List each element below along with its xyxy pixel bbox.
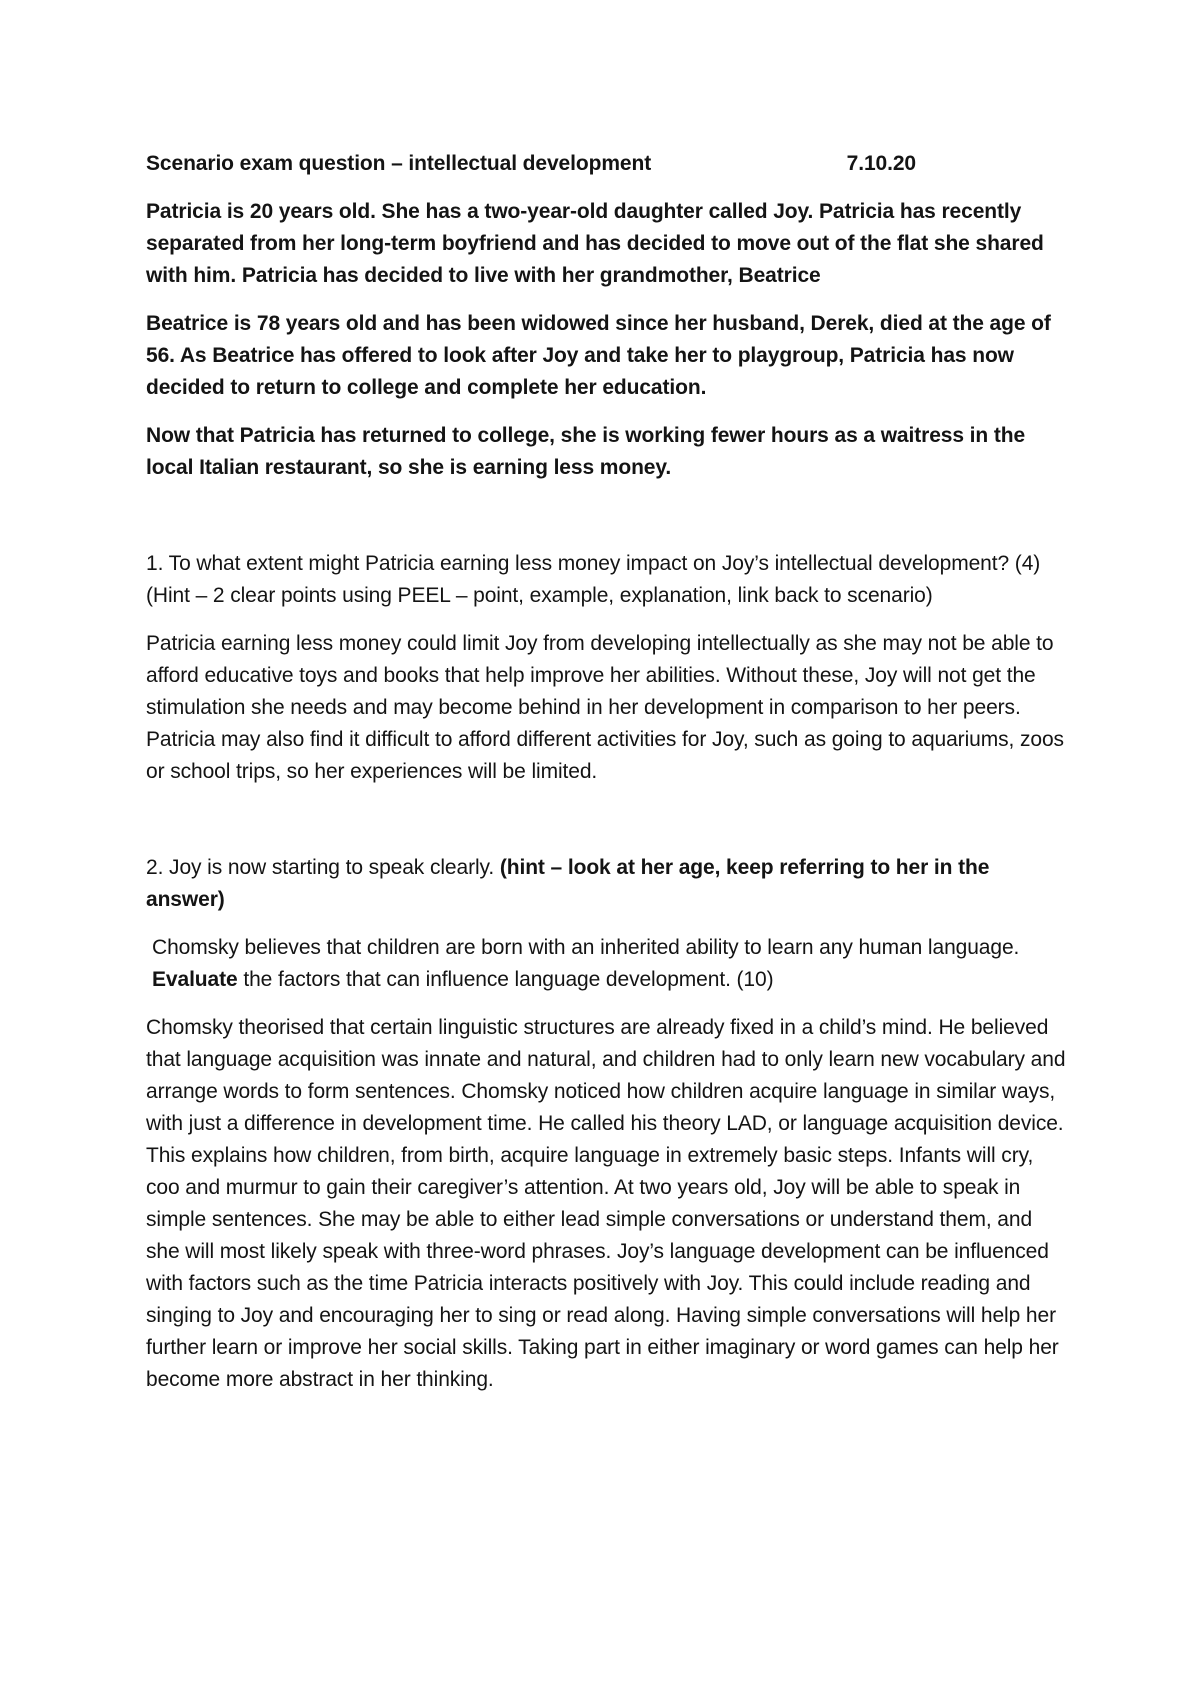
question-2-prompt-command: Evaluate xyxy=(152,968,238,991)
section-spacer xyxy=(146,500,1066,548)
answer-2: Chomsky theorised that certain linguistic structures are already fixed in a child’s mind. He believed that language acquisition was innate and natural, and children had to only learn new vocabulary and arrange words to form sentences. Chomsky noticed how children acquire language in similar ways, with just a difference in development time. He called his theory LAD, or language acquisition device. This explains how children, from birth, acquire language in extremely basic steps. Infants will cry, coo and murmur to gain their caregiver’s attention. At two years old, Joy will be able to speak in simple sentences. She may be able to either lead simple conversations or understand them, and she will most likely speak with three-word phrases. Joy’s language development can be influenced with factors such as the time Patricia interacts positively with Joy. This could include reading and singing to Joy and encouraging her to sing or read along. Having simple conversations will help her further learn or improve her social skills. Taking part in either imaginary or word games can help her become more abstract in her thinking. xyxy=(146,1016,1066,1391)
question-2-hint: (hint – look at her age, keep referring to her in the answer) xyxy=(146,856,990,911)
document-header xyxy=(146,148,916,180)
scenario-paragraph-2: Beatrice is 78 years old and has been widowed since her husband, Derek, died at the age of 56. As Beatrice has offered to look after Joy and take her to playgroup, Patricia has now decided to return to college and complete her education. xyxy=(146,312,1051,399)
scenario-paragraph-3: Now that Patricia has returned to college, she is working fewer hours as a waitress in the local Italian restaurant, so she is earning less money. xyxy=(146,424,1026,479)
answer-1: Patricia earning less money could limit Joy from developing intellectually as she may not be able to afford educative toys and books that help improve her abilities. Without these, Joy will not get the stimulation she needs and may become behind in her development in comparison to her peers. Patricia may also find it difficult to afford different activities for Joy, such as going to aquariums, zoos or school trips, so her experiences will be limited. xyxy=(146,632,1064,783)
question-2-lead: 2. Joy is now starting to speak clearly. xyxy=(146,856,500,879)
scenario-paragraph-1: Patricia is 20 years old. She has a two-year-old daughter called Joy. Patricia has recently separated from her long-term boyfriend and has decided to move out of the flat she shared with him. Patricia has decided to live with her grandmother, Beatrice xyxy=(146,200,1044,287)
question-2 xyxy=(146,852,1066,916)
question-2-prompt xyxy=(146,932,1066,996)
question-2-prompt-end: the factors that can influence language development. (10) xyxy=(237,968,774,991)
document-page xyxy=(146,148,1066,1412)
question-1: 1. To what extent might Patricia earning less money impact on Joy’s intellectual development? (4) (Hint – 2 clear points using PEEL – point, example, explanation, link back to scenario) xyxy=(146,552,1041,607)
section-spacer xyxy=(146,804,1066,852)
document-title: Scenario exam question – intellectual development xyxy=(146,152,652,175)
document-date: 7.10.20 xyxy=(846,152,916,175)
question-2-prompt-start: Chomsky believes that children are born with an inherited ability to learn any human language. xyxy=(152,936,1020,959)
